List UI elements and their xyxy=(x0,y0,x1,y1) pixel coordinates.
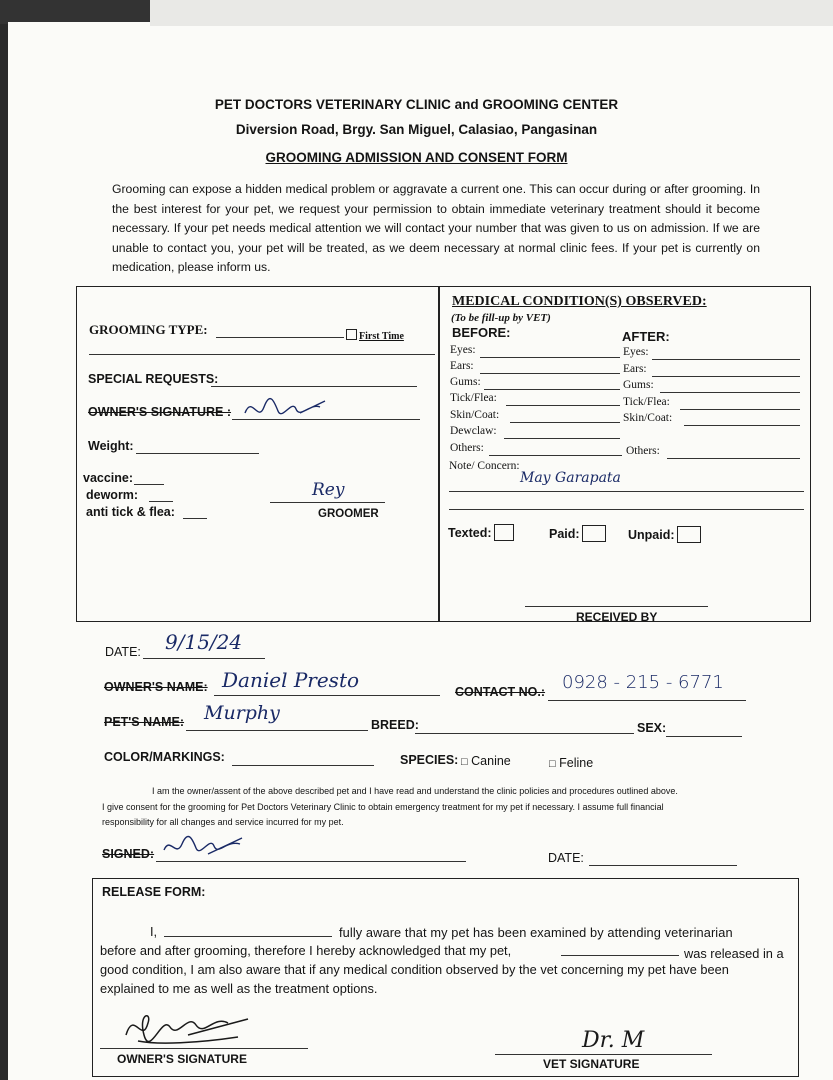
clinic-name: PET DOCTORS VETERINARY CLINIC and GROOMING CENTER xyxy=(214,97,619,112)
paid-checkbox[interactable] xyxy=(549,525,606,543)
grooming-type-label: GROOMING TYPE: xyxy=(89,322,208,337)
pet-name-label: PET'S NAME: xyxy=(104,715,185,729)
intro-paragraph: Grooming can expose a hidden medical problem or aggravate a current one. This can occur during or after grooming. In the best interest for your pet, we request your permission to obtain immediate veterinary treatment should it become necessary. If your pet needs medical attention we will contact your number that was given to us on admission. If we are unable to contact you, your pet will be treated, as we deem necessary at normal clinic fees. If your pet is currently on medication, please inform us. xyxy=(112,182,760,274)
texted-checkbox[interactable] xyxy=(448,524,514,542)
before-item-label: Ears: xyxy=(450,360,474,372)
before-label: BEFORE: xyxy=(452,325,511,340)
grooming-type-field[interactable] xyxy=(216,337,344,338)
checkbox-icon xyxy=(346,329,357,340)
vaccine-field[interactable] xyxy=(134,484,164,485)
sex-field[interactable] xyxy=(666,736,742,737)
unpaid-checkbox[interactable] xyxy=(628,526,701,544)
consent-date-field[interactable] xyxy=(589,865,737,866)
vet-signature-label: VET SIGNATURE xyxy=(543,1057,640,1071)
release-line3: good condition, I am also aware that if any medical condition observed by the vet concerning my pet have been xyxy=(100,962,729,977)
after-item-label: Gums: xyxy=(623,379,654,391)
after-item-field[interactable] xyxy=(652,376,800,377)
breed-label: BREED: xyxy=(371,718,419,732)
owner-name-field[interactable] xyxy=(214,695,440,696)
vet-signature-value: Dr. M xyxy=(582,1028,645,1053)
before-item-field[interactable] xyxy=(510,422,620,423)
before-item-field[interactable] xyxy=(480,357,620,358)
note-line-2[interactable] xyxy=(449,509,804,510)
pet-name-field[interactable] xyxy=(186,730,368,731)
groomer-signature: Rey xyxy=(312,480,345,500)
feline-label: Feline xyxy=(559,756,594,770)
special-requests-field[interactable] xyxy=(211,386,417,387)
note-line-1[interactable] xyxy=(449,491,804,492)
after-item-field[interactable] xyxy=(667,458,800,459)
groomer-signature-line[interactable] xyxy=(270,502,385,503)
species-label: SPECIES: xyxy=(400,753,459,767)
after-item-label: Eyes: xyxy=(623,346,649,358)
after-item-field[interactable] xyxy=(680,409,800,410)
pet-name-value: Murphy xyxy=(204,702,280,724)
feline-checkbox-icon: □ xyxy=(549,758,556,770)
owner-name-value: Daniel Presto xyxy=(222,668,360,692)
weight-field[interactable] xyxy=(136,453,259,454)
before-item-label: Dewclaw: xyxy=(450,425,497,437)
deworm-field[interactable] xyxy=(149,501,173,502)
color-markings-label: COLOR/MARKINGS: xyxy=(104,750,225,764)
medical-subtitle: (To be fill-up by VET) xyxy=(451,312,551,324)
release-owner-signature-scribble xyxy=(118,1005,258,1050)
feline-option[interactable] xyxy=(549,756,593,770)
before-item-label: Skin/Coat: xyxy=(450,409,500,421)
release-title: RELEASE FORM: xyxy=(102,885,206,899)
grooming-type-extra-line xyxy=(89,354,435,355)
scan-background-corner xyxy=(0,0,150,24)
box-divider xyxy=(438,286,440,622)
date-value: 9/15/24 xyxy=(165,630,243,654)
canine-label: Canine xyxy=(471,754,511,768)
release-line2-b: was released in a xyxy=(684,946,784,961)
note-label: Note/ Concern: xyxy=(449,460,520,472)
after-item-label: Tick/Flea: xyxy=(623,396,670,408)
unpaid-label: Unpaid: xyxy=(628,528,675,542)
before-item-field[interactable] xyxy=(489,455,622,456)
signed-label: SIGNED: xyxy=(102,847,155,861)
groomer-label: GROOMER xyxy=(318,508,379,520)
note-value: May Garapata xyxy=(520,470,621,486)
release-owner-signature-label: OWNER'S SIGNATURE xyxy=(117,1052,247,1066)
release-pet-name-field[interactable] xyxy=(561,955,679,956)
release-owner-signature-line[interactable] xyxy=(100,1048,308,1049)
clinic-address: Diversion Road, Brgy. San Miguel, Calasiao, Pangasinan xyxy=(235,122,598,137)
deworm-label: deworm: xyxy=(86,488,139,502)
before-item-label: Others: xyxy=(450,442,484,454)
after-item-field[interactable] xyxy=(660,392,800,393)
anti-tick-field[interactable] xyxy=(183,518,207,519)
paid-box-icon xyxy=(582,525,606,542)
date-label: DATE: xyxy=(105,645,141,659)
first-time-checkbox[interactable] xyxy=(346,326,404,344)
texted-label: Texted: xyxy=(448,526,492,540)
texted-box-icon xyxy=(494,524,514,541)
before-item-field[interactable] xyxy=(484,389,620,390)
paid-label: Paid: xyxy=(549,527,580,541)
special-requests-label: SPECIAL REQUESTS: xyxy=(88,372,219,386)
before-item-field[interactable] xyxy=(480,373,620,374)
color-markings-field[interactable] xyxy=(232,765,374,766)
canine-checkbox-icon: □ xyxy=(461,756,468,768)
before-item-label: Gums: xyxy=(450,376,481,388)
after-item-label: Ears: xyxy=(623,363,647,375)
consent-line-1: I am the owner/assent of the above described pet and I have read and understand the clinic policies and procedures outlined above. xyxy=(152,786,678,796)
first-time-label: First Time xyxy=(359,331,404,342)
owner-signature-scribble-1 xyxy=(240,393,330,423)
canine-option[interactable] xyxy=(461,754,511,768)
owner-name-label: OWNER'S NAME: xyxy=(104,680,208,694)
breed-field[interactable] xyxy=(415,733,634,734)
release-owner-name-field[interactable] xyxy=(164,936,332,937)
release-line2-a: before and after grooming, therefore I hereby acknowledged that my pet, xyxy=(100,943,512,958)
received-by-label: RECEIVED BY xyxy=(576,610,658,624)
contact-label: CONTACT NO.: xyxy=(455,685,546,699)
after-item-field[interactable] xyxy=(652,359,800,360)
after-item-label: Others: xyxy=(626,445,660,457)
vet-signature-line[interactable] xyxy=(495,1054,712,1055)
signed-signature-scribble xyxy=(160,832,246,862)
release-line1-b: fully aware that my pet has been examined by attending veterinarian xyxy=(339,925,733,940)
consent-line-3: responsibility for all changes and service incurred for my pet. xyxy=(102,817,344,827)
before-item-field[interactable] xyxy=(504,438,620,439)
unpaid-box-icon xyxy=(677,526,701,543)
before-item-label: Tick/Flea: xyxy=(450,392,497,404)
medical-title: MEDICAL CONDITION(S) OBSERVED: xyxy=(452,294,707,309)
consent-line-2: I give consent for the grooming for Pet Doctors Veterinary Clinic to obtain emergency treatment for my pet if necessary. I assume full financial xyxy=(102,802,664,812)
after-item-field[interactable] xyxy=(684,425,800,426)
date-field[interactable] xyxy=(143,658,265,659)
contact-value: 0928 - 215 - 6771 xyxy=(562,672,724,693)
paper-fold-edge xyxy=(150,0,833,26)
owners-signature-label: OWNER'S SIGNATURE : xyxy=(88,405,232,419)
weight-label: Weight: xyxy=(88,439,134,453)
before-item-label: Eyes: xyxy=(450,344,476,356)
after-label: AFTER: xyxy=(622,329,670,344)
vaccine-label: vaccine: xyxy=(83,471,134,485)
anti-tick-label: anti tick & flea: xyxy=(86,505,175,519)
received-by-line[interactable] xyxy=(525,606,708,607)
after-item-label: Skin/Coat: xyxy=(623,412,673,424)
sex-label: SEX: xyxy=(637,721,667,735)
before-item-field[interactable] xyxy=(506,405,620,406)
release-line1-a: I, xyxy=(150,924,158,939)
form-title: GROOMING ADMISSION AND CONSENT FORM xyxy=(265,150,568,165)
contact-field[interactable] xyxy=(548,700,746,701)
release-line4: explained to me as well as the treatment options. xyxy=(100,981,378,996)
signed-field[interactable] xyxy=(156,861,466,862)
consent-date-label: DATE: xyxy=(548,851,584,865)
